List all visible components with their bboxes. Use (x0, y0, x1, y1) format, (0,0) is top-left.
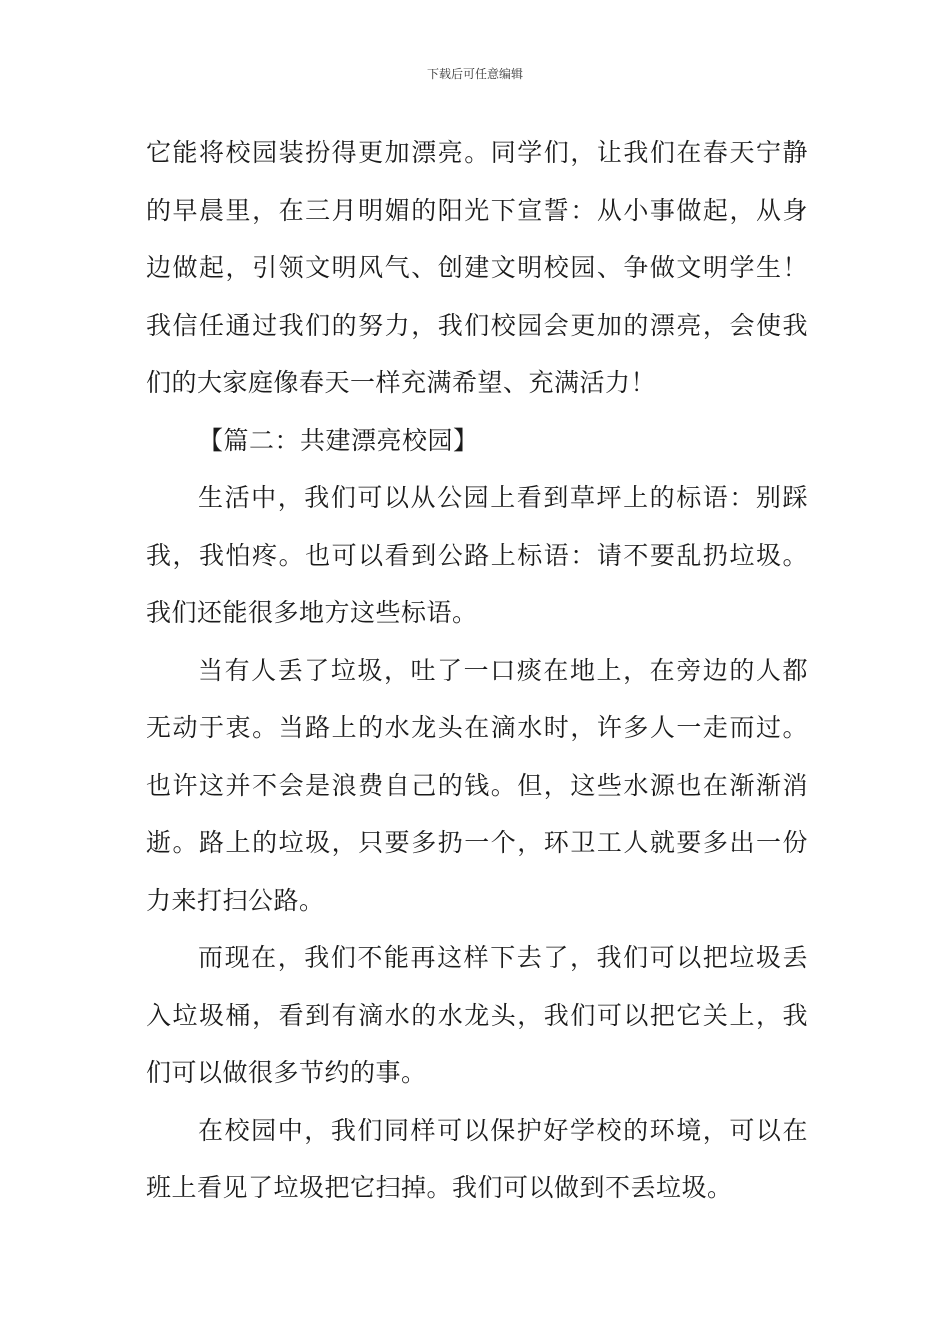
section-heading: 【篇二：共建漂亮校园】 (198, 425, 479, 455)
page-header: 下载后可任意编辑 (426, 67, 523, 81)
document-body (146, 124, 808, 1217)
paragraph-continuation: 它能将校园装扮得更加漂亮。同学们，让我们在春天宁静的早晨里，在三月明媚的阳光下宣誓：从小事做起，从身边做起，引领文明风气、创建文明校园、争做文明学生！我信任通过我们的努力，我们校园会更加的漂亮，会使我们的大家庭像春天一样充满希望、充满活力！ (146, 138, 808, 397)
paragraph: 在校园中，我们同样可以保护好学校的环境，可以在班上看见了垃圾把它扫掉。我们可以做到不丢垃圾。 (146, 1115, 808, 1202)
paragraph: 当有人丢了垃圾，吐了一口痰在地上，在旁边的人都无动于衷。当路上的水龙头在滴水时，许多人一走而过。也许这并不会是浪费自己的钱。但，这些水源也在渐渐消逝。路上的垃圾，只要多扔一个，环卫工人就要多出一份力来打扫公路。 (146, 655, 808, 915)
paragraph: 生活中，我们可以从公园上看到草坪上的标语：别踩我，我怕疼。也可以看到公路上标语：请不要乱扔垃圾。我们还能很多地方这些标语。 (146, 483, 808, 627)
paragraph: 而现在，我们不能再这样下去了，我们可以把垃圾丢入垃圾桶，看到有滴水的水龙头，我们可以把它关上，我们可以做很多节约的事。 (146, 943, 808, 1087)
